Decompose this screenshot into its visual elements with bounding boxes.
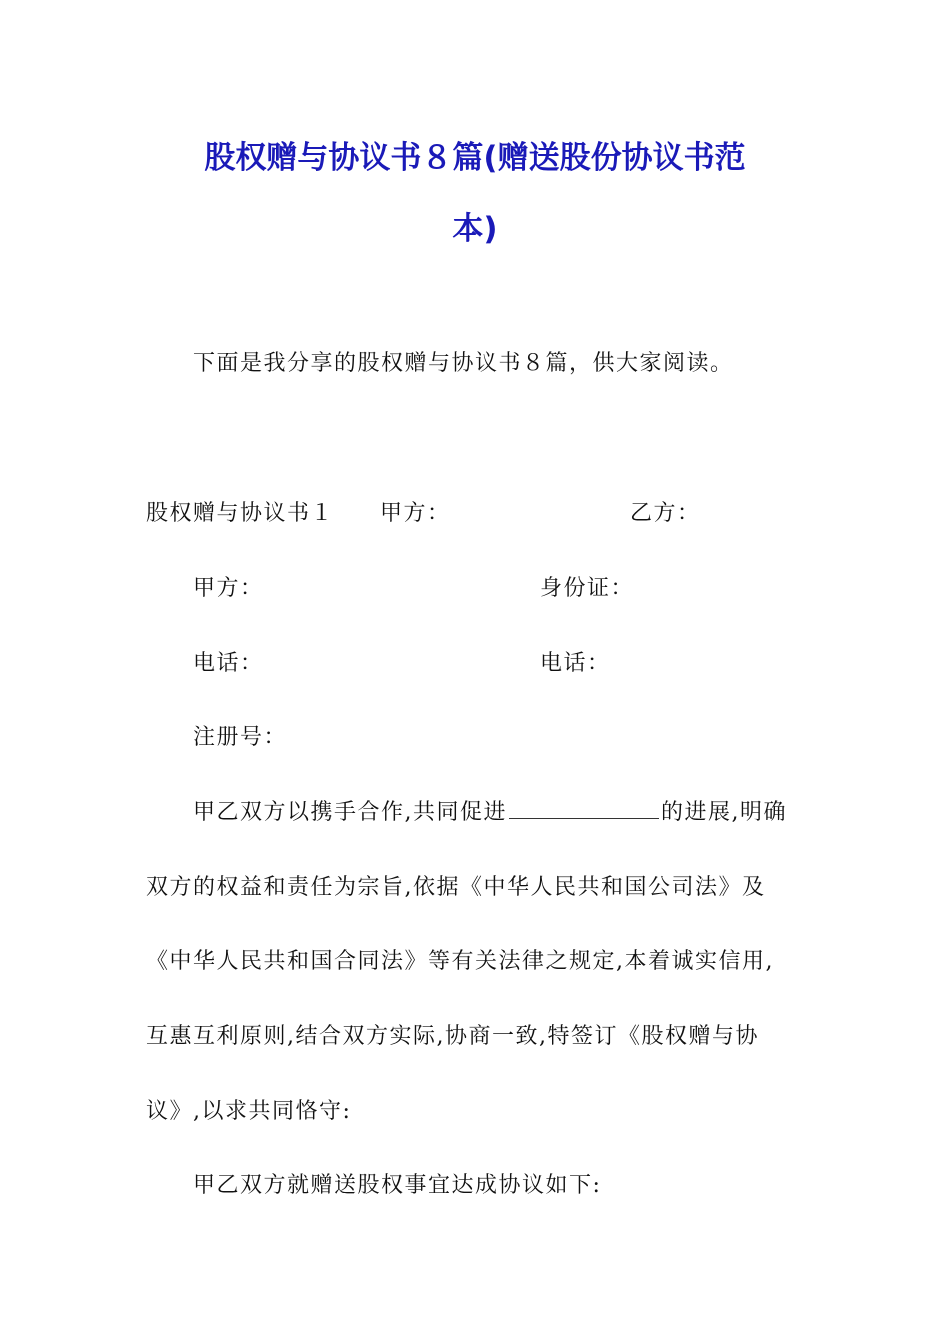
fill-in-blank (509, 800, 659, 819)
id-card-field-label: 身份证： (540, 576, 635, 601)
section-heading: 股权赠与协议书１ (146, 501, 335, 526)
intro-paragraph: 下面是我分享的股权赠与协议书８篇，供大家阅读。 (193, 351, 734, 376)
party-a-field-label: 甲方： (193, 576, 264, 601)
body-line-1-after: 的进展,明确 (661, 800, 787, 825)
party-b-header-label: 乙方： (630, 501, 701, 526)
body-line-2: 双方的权益和责任为宗旨,依据《中华人民共和国公司法》及 (146, 875, 766, 900)
body-line-5: 议》,以求共同恪守: (146, 1099, 352, 1124)
body-paragraph-2: 甲乙双方就赠送股权事宜达成协议如下: (193, 1173, 602, 1198)
phone-b-field-label: 电话： (540, 651, 611, 676)
body-line-4: 互惠互利原则,结合双方实际,协商一致,特签订《股权赠与协 (146, 1024, 759, 1049)
registration-number-label: 注册号： (193, 725, 288, 750)
party-a-header-label: 甲方： (380, 501, 451, 526)
body-line-1 (193, 795, 787, 826)
phone-a-field-label: 电话： (193, 651, 264, 676)
document-title-line-1: 股权赠与协议书８篇(赠送股份协议书范 (204, 140, 746, 176)
body-line-3: 《中华人民共和国合同法》等有关法律之规定,本着诚实信用, (146, 949, 774, 974)
document-title-line-2: 本) (452, 211, 498, 247)
body-line-1-before: 甲乙双方以携手合作,共同促进 (193, 800, 507, 825)
